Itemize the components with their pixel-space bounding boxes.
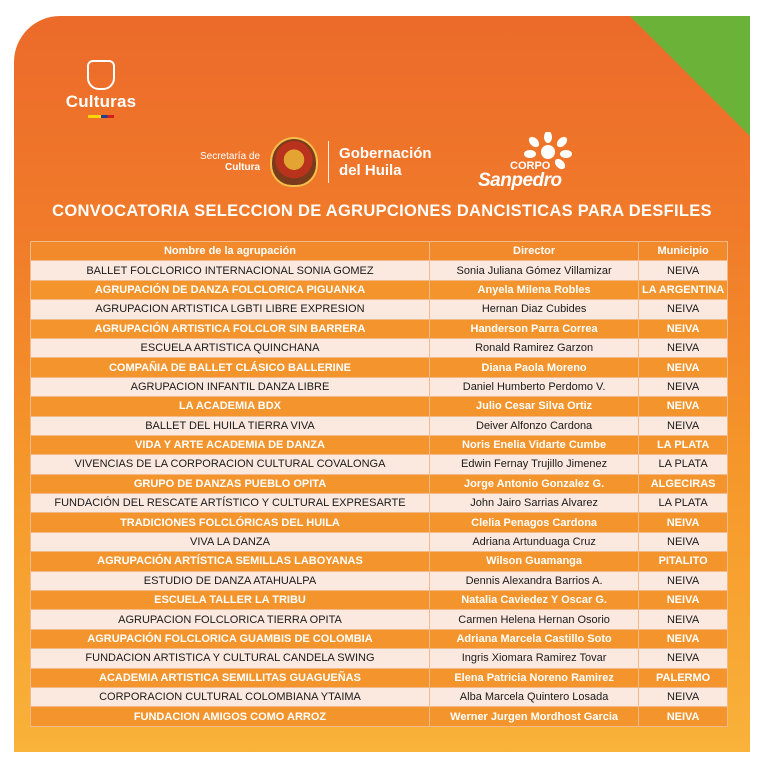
cell-nombre: ACADEMIA ARTISTICA SEMILLITAS GUAGUEÑAS — [31, 668, 430, 687]
cell-municipio: NEIVA — [639, 261, 728, 280]
cell-nombre: ESCUELA TALLER LA TRIBU — [31, 591, 430, 610]
cell-director: Dennis Alexandra Barrios A. — [429, 571, 638, 590]
cell-director: John Jairo Sarrias Alvarez — [429, 494, 638, 513]
cell-nombre: CORPORACION CULTURAL COLOMBIANA YTAIMA — [31, 687, 430, 706]
table-body — [31, 261, 728, 726]
table-row — [31, 591, 728, 610]
cell-municipio: NEIVA — [639, 358, 728, 377]
logo-divider — [328, 141, 329, 183]
cell-municipio: NEIVA — [639, 377, 728, 396]
cell-municipio: NEIVA — [639, 610, 728, 629]
table-row — [31, 474, 728, 493]
cell-nombre: LA ACADEMIA BDX — [31, 397, 430, 416]
cell-director: Werner Jurgen Mordhost Garcia — [429, 707, 638, 726]
table-row — [31, 435, 728, 454]
cell-municipio: ALGECIRAS — [639, 474, 728, 493]
cell-municipio: PITALITO — [639, 552, 728, 571]
gobernacion-text — [339, 145, 432, 179]
cell-nombre: VIVA LA DANZA — [31, 532, 430, 551]
gobernacion-logo — [200, 137, 432, 187]
gobernacion-line1: Gobernación — [339, 145, 432, 162]
table-row — [31, 629, 728, 648]
cell-municipio: NEIVA — [639, 571, 728, 590]
cell-director: Sonia Juliana Gómez Villamizar — [429, 261, 638, 280]
table-row — [31, 513, 728, 532]
table-row — [31, 707, 728, 726]
cell-nombre: AGRUPACION ARTISTICA LGBTI LIBRE EXPRESION — [31, 300, 430, 319]
cell-nombre: FUNDACIÓN DEL RESCATE ARTÍSTICO Y CULTURAL EXPRESARTE — [31, 494, 430, 513]
table-row — [31, 338, 728, 357]
header-nombre: Nombre de la agrupación — [31, 242, 430, 261]
cell-director: Hernan Diaz Cubides — [429, 300, 638, 319]
cell-director: Noris Enelia Vidarte Cumbe — [429, 435, 638, 454]
cell-municipio: NEIVA — [639, 338, 728, 357]
sanpedro-text: Sanpedro — [478, 170, 562, 191]
cell-nombre: FUNDACION ARTISTICA Y CULTURAL CANDELA SWING — [31, 649, 430, 668]
table-row — [31, 280, 728, 299]
colombia-flag-bar — [88, 115, 114, 118]
cell-director: Daniel Humberto Perdomo V. — [429, 377, 638, 396]
table-row — [31, 300, 728, 319]
cell-director: Ingris Xiomara Ramirez Tovar — [429, 649, 638, 668]
cell-director: Clelia Penagos Cardona — [429, 513, 638, 532]
table-header-row — [31, 242, 728, 261]
page-title: CONVOCATORIA SELECCION DE AGRUPCIONES DANCISTICAS PARA DESFILES — [52, 202, 712, 220]
cell-director: Jorge Antonio Gonzalez G. — [429, 474, 638, 493]
table-row — [31, 261, 728, 280]
cell-director: Diana Paola Moreno — [429, 358, 638, 377]
culturas-logo-text: Culturas — [65, 92, 137, 111]
coat-of-arms-icon — [87, 60, 115, 90]
cell-municipio: LA PLATA — [639, 455, 728, 474]
cell-nombre: AGRUPACIÓN DE DANZA FOLCLORICA PIGUANKA — [31, 280, 430, 299]
table-row — [31, 552, 728, 571]
cell-municipio: NEIVA — [639, 707, 728, 726]
table-row — [31, 532, 728, 551]
cell-municipio: LA ARGENTINA — [639, 280, 728, 299]
cell-nombre: VIVENCIAS DE LA CORPORACION CULTURAL COVALONGA — [31, 455, 430, 474]
secretaria-line1: Secretaría de — [200, 151, 261, 162]
table-row — [31, 455, 728, 474]
cell-municipio: PALERMO — [639, 668, 728, 687]
secretaria-line2: Cultura — [225, 162, 261, 173]
cell-nombre: ESCUELA ARTISTICA QUINCHANA — [31, 338, 430, 357]
cell-municipio: NEIVA — [639, 591, 728, 610]
cell-director: Carmen Helena Hernan Osorio — [429, 610, 638, 629]
cell-municipio: NEIVA — [639, 687, 728, 706]
cell-municipio: NEIVA — [639, 513, 728, 532]
header-director: Director — [429, 242, 638, 261]
cell-municipio: LA PLATA — [639, 494, 728, 513]
table-row — [31, 649, 728, 668]
poster-card — [14, 16, 750, 752]
cell-nombre: FUNDACION AMIGOS COMO ARROZ — [31, 707, 430, 726]
cell-director: Deiver Alfonzo Cardona — [429, 416, 638, 435]
table-row — [31, 377, 728, 396]
cell-nombre: BALLET FOLCLORICO INTERNACIONAL SONIA GOMEZ — [31, 261, 430, 280]
header-municipio: Municipio — [639, 242, 728, 261]
cell-municipio: NEIVA — [639, 629, 728, 648]
cell-nombre: ESTUDIO DE DANZA ATAHUALPA — [31, 571, 430, 590]
cell-nombre: AGRUPACION FOLCLORICA TIERRA OPITA — [31, 610, 430, 629]
cell-director: Natalia Caviedez Y Oscar G. — [429, 591, 638, 610]
table-row — [31, 494, 728, 513]
cell-municipio: NEIVA — [639, 300, 728, 319]
cell-nombre: AGRUPACION INFANTIL DANZA LIBRE — [31, 377, 430, 396]
cell-director: Adriana Marcela Castillo Soto — [429, 629, 638, 648]
cell-director: Edwin Fernay Trujillo Jimenez — [429, 455, 638, 474]
cell-nombre: BALLET DEL HUILA TIERRA VIVA — [31, 416, 430, 435]
cell-nombre: VIDA Y ARTE ACADEMIA DE DANZA — [31, 435, 430, 454]
green-corner-decoration — [630, 16, 750, 136]
cell-nombre: TRADICIONES FOLCLÓRICAS DEL HUILA — [31, 513, 430, 532]
cell-nombre: COMPAÑIA DE BALLET CLÁSICO BALLERINE — [31, 358, 430, 377]
corposanpedro-logo — [478, 132, 582, 192]
table-row — [31, 687, 728, 706]
cell-director: Alba Marcela Quintero Losada — [429, 687, 638, 706]
table-row — [31, 416, 728, 435]
cell-municipio: NEIVA — [639, 416, 728, 435]
cell-municipio: NEIVA — [639, 649, 728, 668]
cell-municipio: NEIVA — [639, 532, 728, 551]
gobernacion-line2: del Huila — [339, 162, 402, 179]
table-row — [31, 571, 728, 590]
huila-crest-icon — [270, 137, 318, 187]
cell-municipio: NEIVA — [639, 397, 728, 416]
cell-nombre: AGRUPACIÓN ARTISTICA FOLCLOR SIN BARRERA — [31, 319, 430, 338]
cell-municipio: LA PLATA — [639, 435, 728, 454]
cell-nombre: AGRUPACIÓN ARTÍSTICA SEMILLAS LABOYANAS — [31, 552, 430, 571]
cell-director: Julio Cesar Silva Ortiz — [429, 397, 638, 416]
cell-director: Wilson Guamanga — [429, 552, 638, 571]
table-row — [31, 610, 728, 629]
cell-director: Adriana Artunduaga Cruz — [429, 532, 638, 551]
cell-director: Ronald Ramirez Garzon — [429, 338, 638, 357]
corpo-text: CORPO — [510, 160, 551, 172]
cell-municipio: NEIVA — [639, 319, 728, 338]
table-row — [31, 319, 728, 338]
cell-director: Anyela Milena Robles — [429, 280, 638, 299]
secretaria-text — [200, 151, 260, 173]
table-row — [31, 358, 728, 377]
agrupaciones-table — [30, 241, 728, 727]
cell-director: Handerson Parra Correa — [429, 319, 638, 338]
cell-nombre: AGRUPACIÓN FOLCLORICA GUAMBIS DE COLOMBIA — [31, 629, 430, 648]
cell-nombre: GRUPO DE DANZAS PUEBLO OPITA — [31, 474, 430, 493]
table-row — [31, 668, 728, 687]
table-row — [31, 397, 728, 416]
cell-director: Elena Patricia Noreno Ramirez — [429, 668, 638, 687]
culturas-logo — [56, 60, 146, 118]
